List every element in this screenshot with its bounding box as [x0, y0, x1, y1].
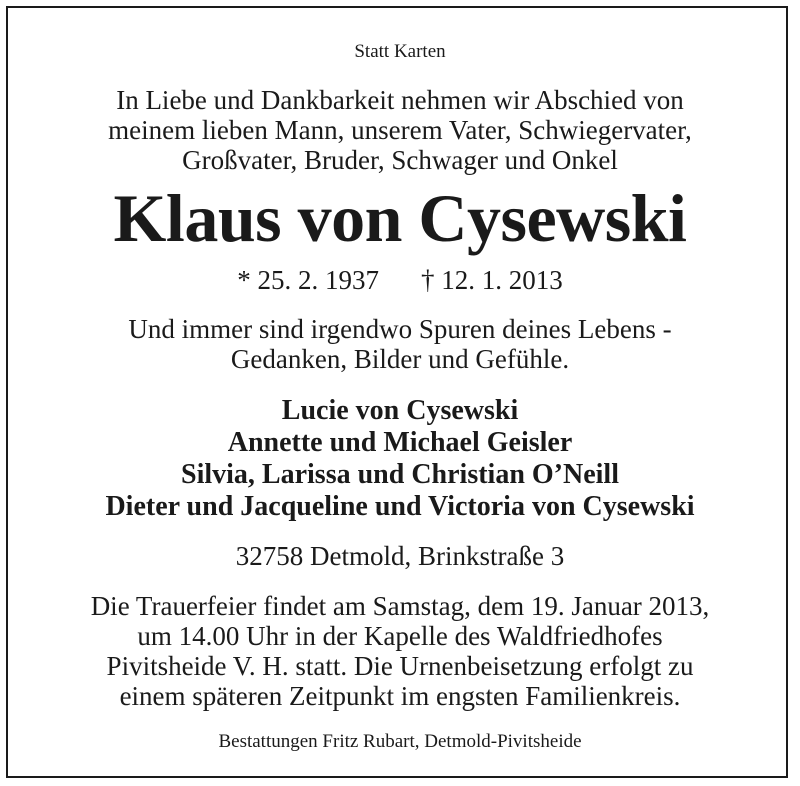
- undertaker-text: Bestattungen Fritz Rubart, Detmold-Pivitsheide: [218, 731, 582, 752]
- address: 32758 Detmold, Brinkstraße 3: [235, 541, 565, 571]
- mourner-line-2: Annette und Michael Geisler: [227, 427, 573, 458]
- ceremony-line-3: Pivitsheide V. H. statt. Die Urnenbeisetzung erfolgt zu: [106, 651, 694, 681]
- quote-line-2: Gedanken, Bilder und Gefühle.: [230, 344, 570, 374]
- ceremony-line-4: einem späteren Zeitpunkt im engsten Familienkreis.: [119, 681, 681, 711]
- mourner-line-4: Dieter und Jacqueline und Victoria von Cysewski: [105, 491, 695, 522]
- ceremony-line-1: Die Trauerfeier findet am Samstag, dem 19. Januar 2013,: [90, 591, 710, 621]
- mourner-line-1: Lucie von Cysewski: [281, 395, 519, 426]
- life-dates: [0, 267, 800, 294]
- deceased-name: Klaus von Cysewski: [113, 180, 687, 256]
- intro-line-3: Großvater, Bruder, Schwager und Onkel: [182, 145, 618, 175]
- intro-line-2: meinem lieben Mann, unserem Vater, Schwiegervater,: [108, 115, 692, 145]
- intro-line-1: In Liebe und Dankbarkeit nehmen wir Abschied von: [116, 85, 684, 115]
- ceremony-line-2: um 14.00 Uhr in der Kapelle des Waldfriedhofes: [137, 621, 663, 651]
- header-text: Statt Karten: [354, 41, 446, 62]
- birth-date: * 25. 2. 1937: [237, 265, 379, 295]
- mourner-line-3: Silvia, Larissa und Christian O’Neill: [181, 459, 619, 490]
- quote-line-1: Und immer sind irgendwo Spuren deines Lebens -: [128, 314, 672, 344]
- death-date: † 12. 1. 2013: [421, 265, 563, 295]
